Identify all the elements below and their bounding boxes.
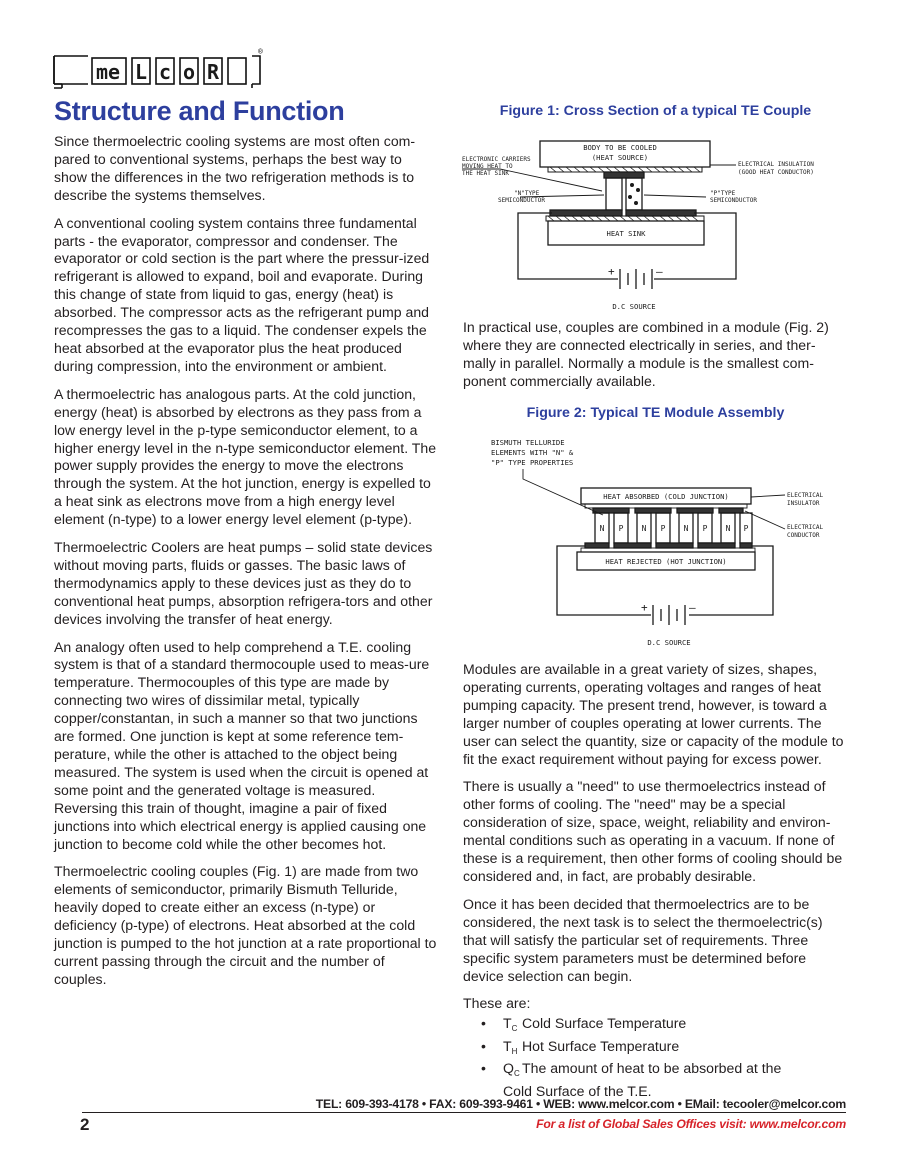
list-item	[463, 1015, 848, 1038]
right-column-bottom	[463, 661, 848, 1099]
fig2-conductor-line2: CONDUCTOR	[787, 532, 820, 539]
bullet-dot: •	[481, 1015, 486, 1032]
svg-text:o: o	[183, 60, 196, 84]
paragraph-modules: Modules are available in a great variety of sizes, shapes, operating currents, operating voltages and ranges of heat pumping capacity. The present trend, however, is toward a larger number of couples operating at lower currents. The user can select the quantity, size or capacity of the module to fit the exact requirement without paying for excess power.	[463, 661, 844, 767]
fig2-element: P	[660, 524, 666, 533]
registered-mark: ®	[258, 47, 263, 56]
fig1-carriers-line2: MOVING HEAT TO	[462, 163, 513, 170]
footer-divider	[82, 1112, 846, 1113]
fig2-element: P	[618, 524, 624, 533]
fig2-bismuth-line3: "P" TYPE PROPERTIES	[491, 458, 574, 467]
fig1-ptype-line2: SEMICONDUCTOR	[710, 197, 757, 204]
paragraph-couples: Thermoelectric cooling couples (Fig. 1) are made from two elements of semiconductor, primarily Bismuth Telluride, heavily doped to create either an excess (n-type) or deficiency (p-type) of electrons. Heat absorbed at the cold junction is pumped to the hot junction at a rate proportional to current passing through the circuit and the number of couples.	[54, 863, 437, 987]
fig2-element: N	[599, 524, 605, 533]
bullet-dot: •	[481, 1060, 486, 1077]
fig1-insulation-line1: ELECTRICAL INSULATION	[738, 161, 814, 168]
param-symbol: Q	[503, 1060, 514, 1077]
param-text: The amount of heat to be absorbed at the	[522, 1060, 782, 1077]
paragraph-conventional: A conventional cooling system contains three fundamental parts - the evaporator, compressor and condenser. The evaporator or cold section is the part where the pressur-ized refrigerant is allowed to expand, boil and evaporate. During this change of state from liquid to gas, energy (heat) is absorbed. The compressor acts as the refrigerant pump and recompresses the gas to a liquid. The condenser expels the heat absorbed at the evaporator plus the heat produced during compression, into the environment or ambient.	[54, 214, 430, 374]
fig2-element: N	[683, 524, 689, 533]
figure1-caption: Figure 1: Cross Section of a typical TE Couple	[499, 103, 812, 119]
bullet-dot: •	[481, 1037, 486, 1054]
fig2-insulator-line2: INSULATOR	[787, 500, 820, 507]
footer-contact[interactable]: TEL: 609-393-4178 • FAX: 609-393-9461 • WEB: www.melcor.com • EMail: tecooler@melcor.com	[315, 1097, 846, 1111]
fig1-insulation-line2: (GOOD HEAT CONDUCTOR)	[738, 169, 814, 176]
fig2-plus: +	[641, 601, 648, 614]
melcor-logo	[52, 44, 267, 92]
fig1-heat-sink: HEAT SINK	[606, 229, 646, 238]
fig1-dc-source: D.C SOURCE	[612, 302, 656, 311]
list-item	[463, 1038, 848, 1061]
left-column	[54, 133, 438, 999]
svg-text:L: L	[135, 60, 148, 84]
fig2-conductor-line1: ELECTRICAL	[787, 524, 824, 531]
right-column-top	[463, 319, 848, 401]
fig2-bismuth-line2: ELEMENTS WITH "N" &	[491, 448, 574, 457]
param-symbol: T	[503, 1015, 512, 1032]
fig2-element: N	[641, 524, 647, 533]
these-are-label: These are:	[463, 995, 531, 1012]
fig1-minus: –	[656, 265, 663, 278]
figure2-caption: Figure 2: Typical TE Module Assembly	[526, 405, 785, 421]
figure1-diagram	[460, 133, 850, 313]
fig1-carriers-line1: ELECTRONIC CARRIERS	[462, 156, 531, 163]
fig2-insulator-line1: ELECTRICAL	[787, 492, 824, 499]
svg-text:me: me	[96, 60, 121, 84]
fig2-element: P	[743, 524, 749, 533]
fig1-ntype-line2: SEMICONDUCTOR	[498, 197, 545, 204]
paragraph-thermoelectric: A thermoelectric has analogous parts. At the cold junction, energy (heat) is absorbed by electrons as they pass from a low energy level in the p-type semiconductor element, to a higher energy level in the n-type semiconductor element. The power supply provides the energy to move the electrons through the system. At the hot junction, energy is expelled to a heat sink as electrons move from a high energy level element (n-type) to a lower energy level element (p-type).	[54, 385, 437, 528]
fig2-heat-rejected: HEAT REJECTED (HOT JUNCTION)	[605, 557, 727, 566]
param-subscript: C	[511, 1024, 518, 1034]
fig1-body-line2: (HEAT SOURCE)	[591, 153, 649, 162]
paragraph-heat-pumps: Thermoelectric Coolers are heat pumps – solid state devices without moving parts, fluids or gasses. The basic laws of thermodynamics apply to these devices just as they do to conventional heat pumps, absorption refrigera-tors and other devices involving the transfer of heat energy.	[54, 539, 433, 627]
page-number: 2	[80, 1115, 90, 1134]
fig1-carriers-line3: THE HEAT SINK	[462, 170, 509, 177]
paragraph-intro: Since thermoelectric cooling systems are most often com-pared to conventional systems, perhaps the best way to show the differences in the two refrigeration methods is to describe the systems themselves.	[54, 133, 416, 203]
param-subscript: C	[513, 1069, 520, 1079]
fig2-heat-absorbed: HEAT ABSORBED (COLD JUNCTION)	[603, 492, 729, 501]
figure2-diagram	[485, 433, 850, 651]
param-text: Cold Surface Temperature	[522, 1015, 687, 1032]
param-symbol: T	[503, 1037, 512, 1054]
fig1-ptype-line1: "P"TYPE	[710, 190, 736, 197]
param-text-continued: Cold Surface of the T.E.	[503, 1082, 652, 1099]
paragraph-practical-use: In practical use, couples are combined in a module (Fig. 2) where they are connected electrically in series, and ther-mally in parallel. Normally a module is the smallest com-ponent commercially available.	[463, 319, 829, 389]
paragraph-analogy: An analogy often used to help comprehend a T.E. cooling system is that of a standard thermocouple used to meas-ure temperature. Thermocouples of this type are made by connecting two wires of dissimilar metal, typically copper/constantan, in such a manner so that two junctions are formed. One junction is kept at some reference tem-perature, while the other is attached to the object being measured. The system is used when the circuit is opened at some point and the generated voltage is measured. Reversing this train of thought, imagine a pair of fixed junctions into which electrical energy is applied causing one junction to become cold while the other becomes hot.	[54, 638, 430, 852]
fig2-bismuth-line1: BISMUTH TELLURIDE	[491, 438, 565, 447]
param-subscript: H	[511, 1046, 518, 1056]
paragraph-need: There is usually a "need" to use thermoelectrics instead of other forms of cooling. The "need" may be a special consideration of size, space, weight, reliability and environ-mental conditions such as operating in a vacuum. If none of these is a requirement, then other forms of cooling should be considered and, in fact, are probably desirable.	[463, 778, 843, 884]
paragraph-selection: Once it has been decided that thermoelectrics are to be considered, the next task is to select the thermoelectric(s) that will satisfy the particular set of requirements. Three specific system parameters must be determined before device selection can begin.	[463, 895, 823, 984]
fig2-element: N	[725, 524, 731, 533]
list-item	[463, 1060, 848, 1099]
fig1-body-line1: BODY TO BE COOLED	[583, 143, 657, 152]
svg-text:c: c	[159, 60, 172, 84]
fig1-plus: +	[608, 265, 615, 278]
page-title: Structure and Function	[54, 96, 345, 126]
svg-text:R: R	[207, 60, 220, 84]
footer-offices-link[interactable]: For a list of Global Sales Offices visit: www.melcor.com	[536, 1117, 846, 1131]
parameter-list	[463, 1015, 848, 1099]
fig2-element: P	[702, 524, 708, 533]
fig2-dc-source: D.C SOURCE	[647, 638, 691, 647]
fig1-ntype-line1: "N"TYPE	[514, 190, 540, 197]
param-text: Hot Surface Temperature	[522, 1037, 680, 1054]
fig2-minus: –	[689, 601, 696, 614]
